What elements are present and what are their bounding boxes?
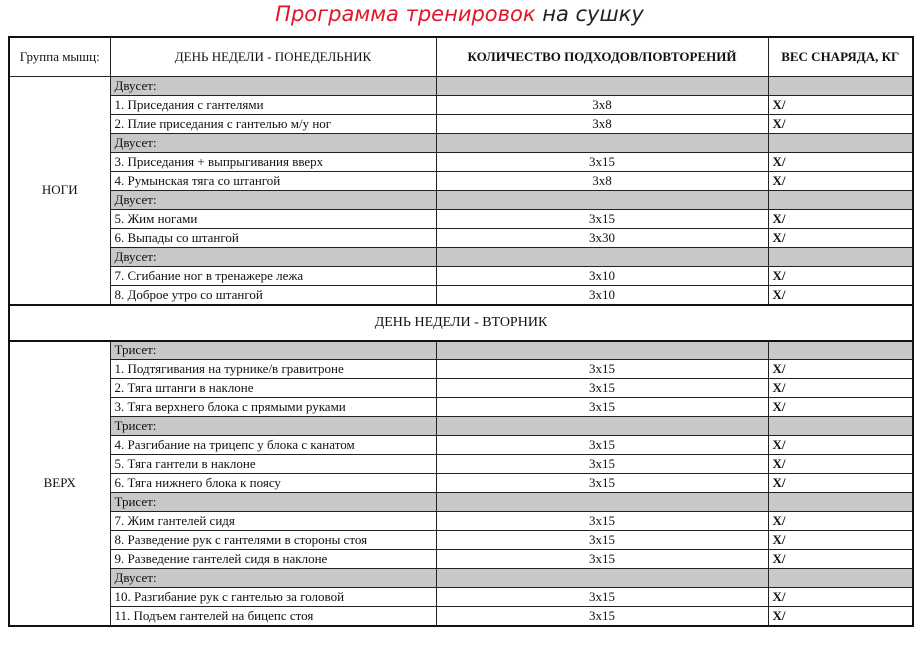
exercise-sets: 3x15 (436, 360, 768, 379)
block-header-row (9, 417, 913, 436)
exercise-sets: 3x15 (436, 153, 768, 172)
block-header-fill (436, 191, 768, 210)
exercise-name: 4. Разгибание на трицепс у блока с канатом (110, 436, 436, 455)
exercise-row (9, 360, 913, 379)
block-label: Двусет: (110, 77, 436, 96)
block-header-row (9, 248, 913, 267)
block-header-fill (436, 493, 768, 512)
exercise-row (9, 436, 913, 455)
header-weight: ВЕС СНАРЯДА, КГ (768, 37, 913, 77)
exercise-name: 7. Сгибание ног в тренажере лежа (110, 267, 436, 286)
exercise-name: 7. Жим гантелей сидя (110, 512, 436, 531)
block-header-row (9, 341, 913, 360)
block-header-fill (768, 569, 913, 588)
exercise-name: 11. Подъем гантелей на бицепс стоя (110, 607, 436, 626)
exercise-sets: 3x15 (436, 550, 768, 569)
exercise-sets: 3x15 (436, 210, 768, 229)
block-header-fill (768, 77, 913, 96)
muscle-group-tuesday: ВЕРХ (9, 341, 110, 626)
block-header-fill (436, 341, 768, 360)
block-label: Двусет: (110, 134, 436, 153)
title-main: Программа тренировок (275, 2, 536, 26)
exercise-sets: 3x15 (436, 588, 768, 607)
exercise-sets: 3x30 (436, 229, 768, 248)
block-header-row (9, 191, 913, 210)
exercise-weight: X/ (768, 512, 913, 531)
exercise-weight: X/ (768, 436, 913, 455)
exercise-weight: X/ (768, 588, 913, 607)
block-label: Двусет: (110, 248, 436, 267)
exercise-weight: X/ (768, 455, 913, 474)
exercise-weight: X/ (768, 398, 913, 417)
block-label: Трисет: (110, 417, 436, 436)
header-row (9, 37, 913, 77)
exercise-weight: X/ (768, 379, 913, 398)
exercise-name: 10. Разгибание рук с гантелью за головой (110, 588, 436, 607)
exercise-weight: X/ (768, 550, 913, 569)
exercise-row (9, 607, 913, 626)
block-label: Двусет: (110, 569, 436, 588)
exercise-row (9, 267, 913, 286)
header-sets: КОЛИЧЕСТВО ПОДХОДОВ/ПОВТОРЕНИЙ (436, 37, 768, 77)
exercise-sets: 3x15 (436, 607, 768, 626)
exercise-sets: 3x15 (436, 379, 768, 398)
exercise-name: 6. Выпады со штангой (110, 229, 436, 248)
exercise-name: 5. Тяга гантели в наклоне (110, 455, 436, 474)
exercise-weight: X/ (768, 210, 913, 229)
block-header-row (9, 569, 913, 588)
exercise-weight: X/ (768, 474, 913, 493)
block-header-fill (436, 569, 768, 588)
exercise-row (9, 210, 913, 229)
block-label: Двусет: (110, 191, 436, 210)
exercise-name: 8. Доброе утро со штангой (110, 286, 436, 305)
block-header-fill (768, 134, 913, 153)
block-header-fill (436, 77, 768, 96)
exercise-row (9, 229, 913, 248)
exercise-weight: X/ (768, 172, 913, 191)
exercise-weight: X/ (768, 531, 913, 550)
header-day: ДЕНЬ НЕДЕЛИ - ПОНЕДЕЛЬНИК (110, 37, 436, 77)
block-header-fill (436, 248, 768, 267)
exercise-sets: 3x10 (436, 267, 768, 286)
exercise-name: 2. Плие приседания с гантелью м/у ног (110, 115, 436, 134)
exercise-sets: 3x15 (436, 455, 768, 474)
exercise-name: 3. Приседания + выпрыгивания вверх (110, 153, 436, 172)
block-header-fill (768, 248, 913, 267)
block-header-fill (436, 417, 768, 436)
exercise-weight: X/ (768, 286, 913, 305)
exercise-row (9, 153, 913, 172)
exercise-sets: 3x15 (436, 398, 768, 417)
block-header-fill (436, 134, 768, 153)
exercise-row (9, 455, 913, 474)
block-header-row (9, 77, 913, 96)
block-label: Трисет: (110, 493, 436, 512)
exercise-weight: X/ (768, 267, 913, 286)
block-label: Трисет: (110, 341, 436, 360)
exercise-weight: X/ (768, 153, 913, 172)
exercise-sets: 3x8 (436, 96, 768, 115)
workout-table (8, 36, 914, 627)
exercise-row (9, 398, 913, 417)
exercise-sets: 3x8 (436, 115, 768, 134)
table-body (9, 77, 913, 626)
exercise-weight: X/ (768, 96, 913, 115)
exercise-weight: X/ (768, 229, 913, 248)
exercise-name: 5. Жим ногами (110, 210, 436, 229)
block-header-fill (768, 341, 913, 360)
day-label-tuesday: ДЕНЬ НЕДЕЛИ - ВТОРНИК (9, 305, 913, 341)
exercise-row (9, 286, 913, 305)
header-group: Группа мышц: (9, 37, 110, 77)
exercise-weight: X/ (768, 607, 913, 626)
block-header-row (9, 134, 913, 153)
exercise-row (9, 531, 913, 550)
page-title (0, 0, 919, 30)
exercise-weight: X/ (768, 115, 913, 134)
muscle-group-monday: НОГИ (9, 77, 110, 305)
exercise-row (9, 588, 913, 607)
exercise-sets: 3x15 (436, 512, 768, 531)
exercise-sets: 3x15 (436, 474, 768, 493)
exercise-row (9, 115, 913, 134)
exercise-name: 6. Тяга нижнего блока к поясу (110, 474, 436, 493)
title-suffix: на сушку (535, 2, 644, 26)
exercise-row (9, 550, 913, 569)
exercise-name: 3. Тяга верхнего блока с прямыми руками (110, 398, 436, 417)
exercise-name: 9. Разведение гантелей сидя в наклоне (110, 550, 436, 569)
exercise-sets: 3x15 (436, 531, 768, 550)
block-header-fill (768, 493, 913, 512)
exercise-row (9, 474, 913, 493)
exercise-row (9, 172, 913, 191)
exercise-row (9, 379, 913, 398)
exercise-name: 8. Разведение рук с гантелями в стороны стоя (110, 531, 436, 550)
block-header-fill (768, 191, 913, 210)
exercise-name: 1. Подтягивания на турнике/в гравитроне (110, 360, 436, 379)
exercise-name: 1. Приседания с гантелями (110, 96, 436, 115)
exercise-sets: 3x8 (436, 172, 768, 191)
block-header-row (9, 493, 913, 512)
exercise-name: 4. Румынская тяга со штангой (110, 172, 436, 191)
exercise-weight: X/ (768, 360, 913, 379)
exercise-row (9, 512, 913, 531)
exercise-row (9, 96, 913, 115)
exercise-sets: 3x15 (436, 436, 768, 455)
day-row-tuesday (9, 305, 913, 341)
exercise-name: 2. Тяга штанги в наклоне (110, 379, 436, 398)
exercise-sets: 3x10 (436, 286, 768, 305)
block-header-fill (768, 417, 913, 436)
